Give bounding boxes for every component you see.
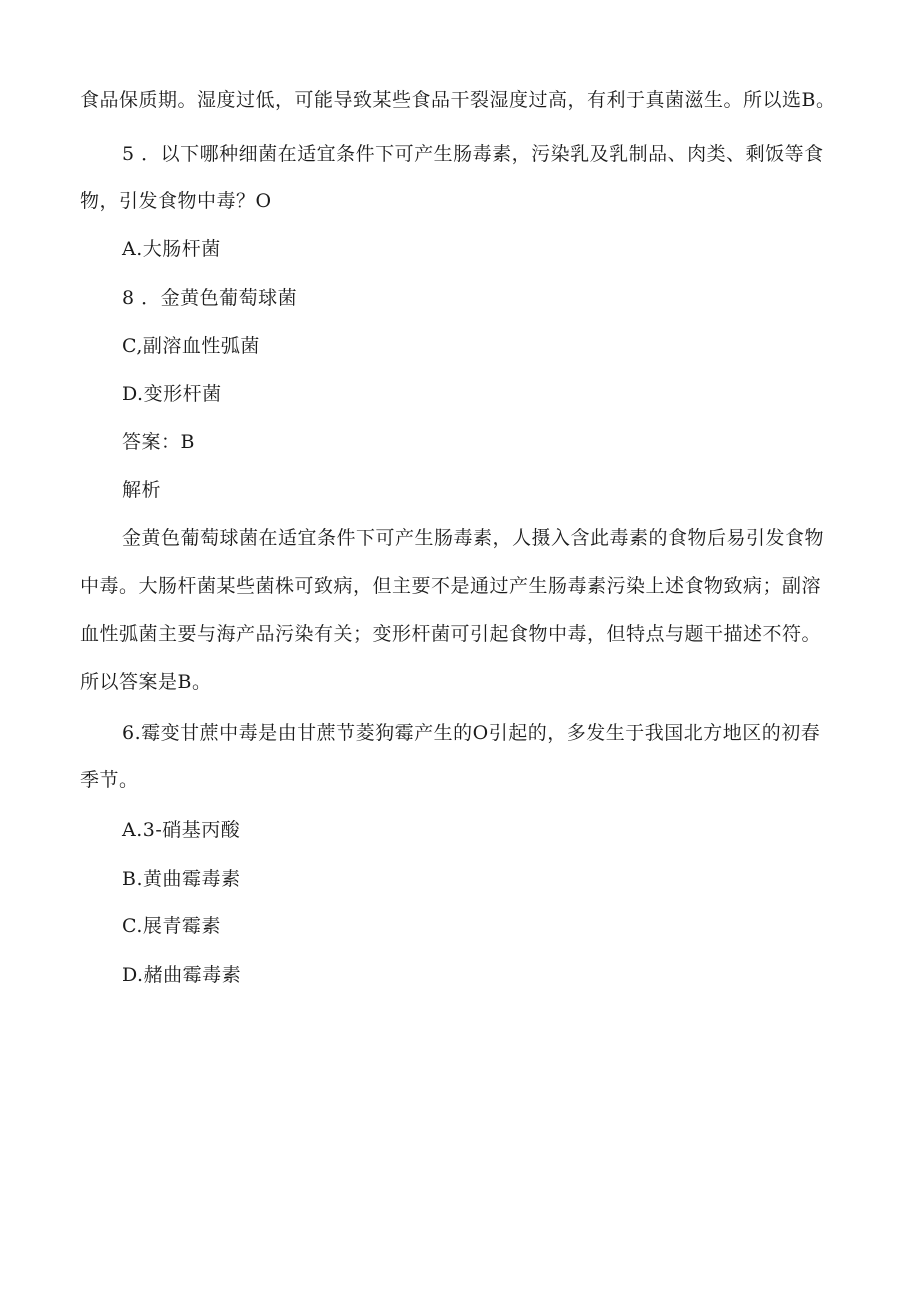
q5-option-a: A.大肠杆菌 (122, 238, 221, 260)
q6-stem-line-1: 6.霉变甘蔗中毒是由甘蔗节菱狗霉产生的O引起的，多发生于我国北方地区的初春 (122, 722, 821, 744)
q5-analysis-label: 解析 (122, 479, 162, 501)
q6-option-a: A.3-硝基丙酸 (122, 819, 241, 841)
q6-option-b: B.黄曲霉毒素 (122, 868, 241, 890)
q6-stem-line-2: 季节。 (80, 769, 139, 791)
q5-stem-line-1: 5 ．以下哪种细菌在适宜条件下可产生肠毒素，污染乳及乳制品、肉类、剩饭等食 (122, 143, 824, 165)
q5-option-d: D.变形杆菌 (122, 383, 222, 405)
q5-stem-line-2: 物，引发食物中毒？O (80, 190, 272, 212)
q5-option-c: C,副溶血性弧菌 (122, 335, 260, 357)
q5-analysis-line-3: 血性弧菌主要与海产品污染有关；变形杆菌可引起食物中毒，但特点与题干描述不符。 (80, 623, 822, 645)
q5-analysis-line-2: 中毒。大肠杆菌某些菌株可致病，但主要不是通过产生肠毒素污染上述食物致病；副溶 (80, 575, 822, 597)
q5-answer: 答案：B (122, 431, 195, 453)
q5-analysis-line-1: 金黄色葡萄球菌在适宜条件下可产生肠毒素，人摄入含此毒素的食物后易引发食物 (122, 527, 825, 549)
intro-paragraph-tail: 食品保质期。湿度过低，可能导致某些食品干裂湿度过高，有利于真菌滋生。所以选B。 (80, 89, 836, 111)
q6-option-c: C.展青霉素 (122, 915, 221, 937)
q6-option-d: D.赭曲霉毒素 (122, 964, 242, 986)
q5-analysis-line-4: 所以答案是B。 (80, 671, 212, 693)
q5-option-b: 8 ．金黄色葡萄球菌 (122, 287, 298, 309)
